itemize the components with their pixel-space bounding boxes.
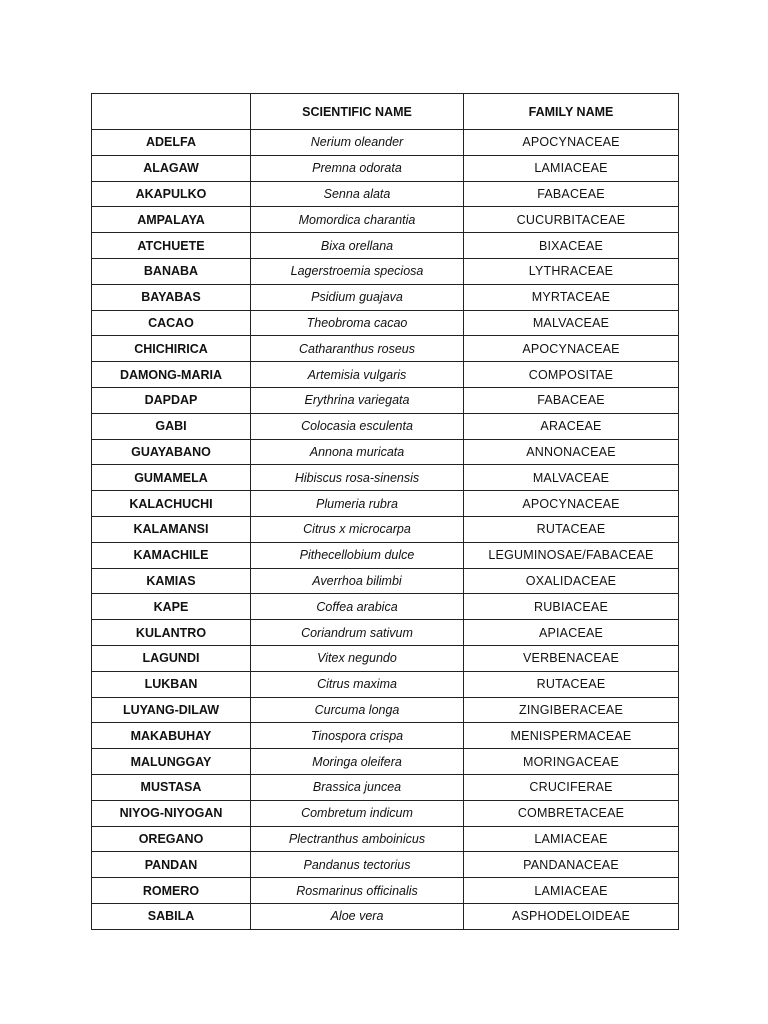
table-row — [92, 465, 679, 491]
common-name-cell: KULANTRO — [92, 620, 251, 646]
table-row — [92, 155, 679, 181]
family-name-cell: RUTACEAE — [464, 516, 679, 542]
table-row — [92, 233, 679, 259]
family-name-cell: RUBIACEAE — [464, 594, 679, 620]
header-row — [92, 94, 679, 130]
common-name-cell: CACAO — [92, 310, 251, 336]
family-name-cell: CRUCIFERAE — [464, 774, 679, 800]
family-name-cell: COMPOSITAE — [464, 362, 679, 388]
scientific-name-cell: Brassica juncea — [251, 774, 464, 800]
table-row — [92, 258, 679, 284]
common-name-cell: LAGUNDI — [92, 645, 251, 671]
common-name-cell: NIYOG-NIYOGAN — [92, 800, 251, 826]
table-row — [92, 723, 679, 749]
family-name-cell: PANDANACEAE — [464, 852, 679, 878]
table-row — [92, 774, 679, 800]
table-row — [92, 516, 679, 542]
scientific-name-cell: Theobroma cacao — [251, 310, 464, 336]
common-name-cell: KALAMANSI — [92, 516, 251, 542]
family-name-cell: APOCYNACEAE — [464, 491, 679, 517]
family-name-cell: MALVACEAE — [464, 465, 679, 491]
family-name-cell: LAMIACEAE — [464, 826, 679, 852]
common-name-cell: DAMONG-MARIA — [92, 362, 251, 388]
family-name-cell: LYTHRACEAE — [464, 258, 679, 284]
table-row — [92, 284, 679, 310]
family-name-cell: LAMIACEAE — [464, 878, 679, 904]
scientific-name-cell: Plectranthus amboinicus — [251, 826, 464, 852]
scientific-name-cell: Combretum indicum — [251, 800, 464, 826]
scientific-name-cell: Rosmarinus officinalis — [251, 878, 464, 904]
table-row — [92, 542, 679, 568]
table-row — [92, 439, 679, 465]
family-name-cell: VERBENACEAE — [464, 645, 679, 671]
family-name-cell: RUTACEAE — [464, 671, 679, 697]
scientific-name-cell: Hibiscus rosa-sinensis — [251, 465, 464, 491]
family-name-cell: APOCYNACEAE — [464, 336, 679, 362]
family-name-cell: FABACEAE — [464, 387, 679, 413]
scientific-name-cell: Pithecellobium dulce — [251, 542, 464, 568]
table-row — [92, 310, 679, 336]
common-name-cell: BAYABAS — [92, 284, 251, 310]
common-name-cell: ADELFA — [92, 130, 251, 156]
scientific-name-cell: Citrus maxima — [251, 671, 464, 697]
scientific-name-cell: Momordica charantia — [251, 207, 464, 233]
scientific-name-cell: Premna odorata — [251, 155, 464, 181]
scientific-name-cell: Catharanthus roseus — [251, 336, 464, 362]
family-name-cell: ZINGIBERACEAE — [464, 697, 679, 723]
table-row — [92, 181, 679, 207]
scientific-name-cell: Curcuma longa — [251, 697, 464, 723]
table-row — [92, 491, 679, 517]
common-name-cell: AKAPULKO — [92, 181, 251, 207]
table-row — [92, 130, 679, 156]
family-name-cell: FABACEAE — [464, 181, 679, 207]
family-name-cell: ANNONACEAE — [464, 439, 679, 465]
common-name-cell: KALACHUCHI — [92, 491, 251, 517]
table-row — [92, 413, 679, 439]
scientific-name-cell: Artemisia vulgaris — [251, 362, 464, 388]
common-name-cell: ATCHUETE — [92, 233, 251, 259]
table-row — [92, 207, 679, 233]
family-name-cell: LEGUMINOSAE/FABACEAE — [464, 542, 679, 568]
family-name-cell: LAMIACEAE — [464, 155, 679, 181]
scientific-name-cell: Averrhoa bilimbi — [251, 568, 464, 594]
scientific-name-cell: Tinospora crispa — [251, 723, 464, 749]
family-name-cell: APIACEAE — [464, 620, 679, 646]
scientific-name-cell: Vitex negundo — [251, 645, 464, 671]
table-row — [92, 568, 679, 594]
common-name-cell: GUMAMELA — [92, 465, 251, 491]
common-name-cell: LUKBAN — [92, 671, 251, 697]
medicinal-plants-table — [91, 93, 679, 930]
family-name-cell: MENISPERMACEAE — [464, 723, 679, 749]
common-name-header — [92, 94, 251, 130]
common-name-cell: GUAYABANO — [92, 439, 251, 465]
common-name-cell: OREGANO — [92, 826, 251, 852]
table-row — [92, 645, 679, 671]
common-name-cell: KAMACHILE — [92, 542, 251, 568]
common-name-cell: KAPE — [92, 594, 251, 620]
common-name-cell: AMPALAYA — [92, 207, 251, 233]
family-name-cell: APOCYNACEAE — [464, 130, 679, 156]
family-name-cell: ASPHODELOIDEAE — [464, 903, 679, 929]
family-name-cell: ARACEAE — [464, 413, 679, 439]
common-name-cell: GABI — [92, 413, 251, 439]
family-name-cell: CUCURBITACEAE — [464, 207, 679, 233]
common-name-cell: MUSTASA — [92, 774, 251, 800]
scientific-name-cell: Erythrina variegata — [251, 387, 464, 413]
table-row — [92, 749, 679, 775]
common-name-cell: PANDAN — [92, 852, 251, 878]
scientific-name-cell: Moringa oleifera — [251, 749, 464, 775]
table-row — [92, 697, 679, 723]
scientific-name-cell: Colocasia esculenta — [251, 413, 464, 439]
family-name-cell: MYRTACEAE — [464, 284, 679, 310]
common-name-cell: KAMIAS — [92, 568, 251, 594]
scientific-name-cell: Bixa orellana — [251, 233, 464, 259]
scientific-name-cell: Aloe vera — [251, 903, 464, 929]
family-name-cell: COMBRETACEAE — [464, 800, 679, 826]
family-name-cell: BIXACEAE — [464, 233, 679, 259]
family-name-cell: MORINGACEAE — [464, 749, 679, 775]
common-name-cell: MAKABUHAY — [92, 723, 251, 749]
scientific-name-cell: Plumeria rubra — [251, 491, 464, 517]
family-name-cell: MALVACEAE — [464, 310, 679, 336]
common-name-cell: ALAGAW — [92, 155, 251, 181]
family-name-cell: OXALIDACEAE — [464, 568, 679, 594]
common-name-cell: LUYANG-DILAW — [92, 697, 251, 723]
scientific-name-cell: Pandanus tectorius — [251, 852, 464, 878]
table-header — [92, 94, 679, 130]
table-row — [92, 826, 679, 852]
table-body — [92, 130, 679, 930]
common-name-cell: SABILA — [92, 903, 251, 929]
common-name-cell: CHICHIRICA — [92, 336, 251, 362]
scientific-name-cell: Psidium guajava — [251, 284, 464, 310]
scientific-name-header: SCIENTIFIC NAME — [251, 94, 464, 130]
common-name-cell: ROMERO — [92, 878, 251, 904]
table-row — [92, 800, 679, 826]
scientific-name-cell: Coffea arabica — [251, 594, 464, 620]
table-row — [92, 620, 679, 646]
table-row — [92, 852, 679, 878]
table-row — [92, 878, 679, 904]
scientific-name-cell: Senna alata — [251, 181, 464, 207]
common-name-cell: BANABA — [92, 258, 251, 284]
scientific-name-cell: Lagerstroemia speciosa — [251, 258, 464, 284]
table-row — [92, 362, 679, 388]
common-name-cell: MALUNGGAY — [92, 749, 251, 775]
scientific-name-cell: Citrus x microcarpa — [251, 516, 464, 542]
table-row — [92, 903, 679, 929]
scientific-name-cell: Annona muricata — [251, 439, 464, 465]
table-row — [92, 671, 679, 697]
table-row — [92, 387, 679, 413]
common-name-cell: DAPDAP — [92, 387, 251, 413]
scientific-name-cell: Coriandrum sativum — [251, 620, 464, 646]
scientific-name-cell: Nerium oleander — [251, 130, 464, 156]
table-row — [92, 594, 679, 620]
family-name-header: FAMILY NAME — [464, 94, 679, 130]
table-row — [92, 336, 679, 362]
